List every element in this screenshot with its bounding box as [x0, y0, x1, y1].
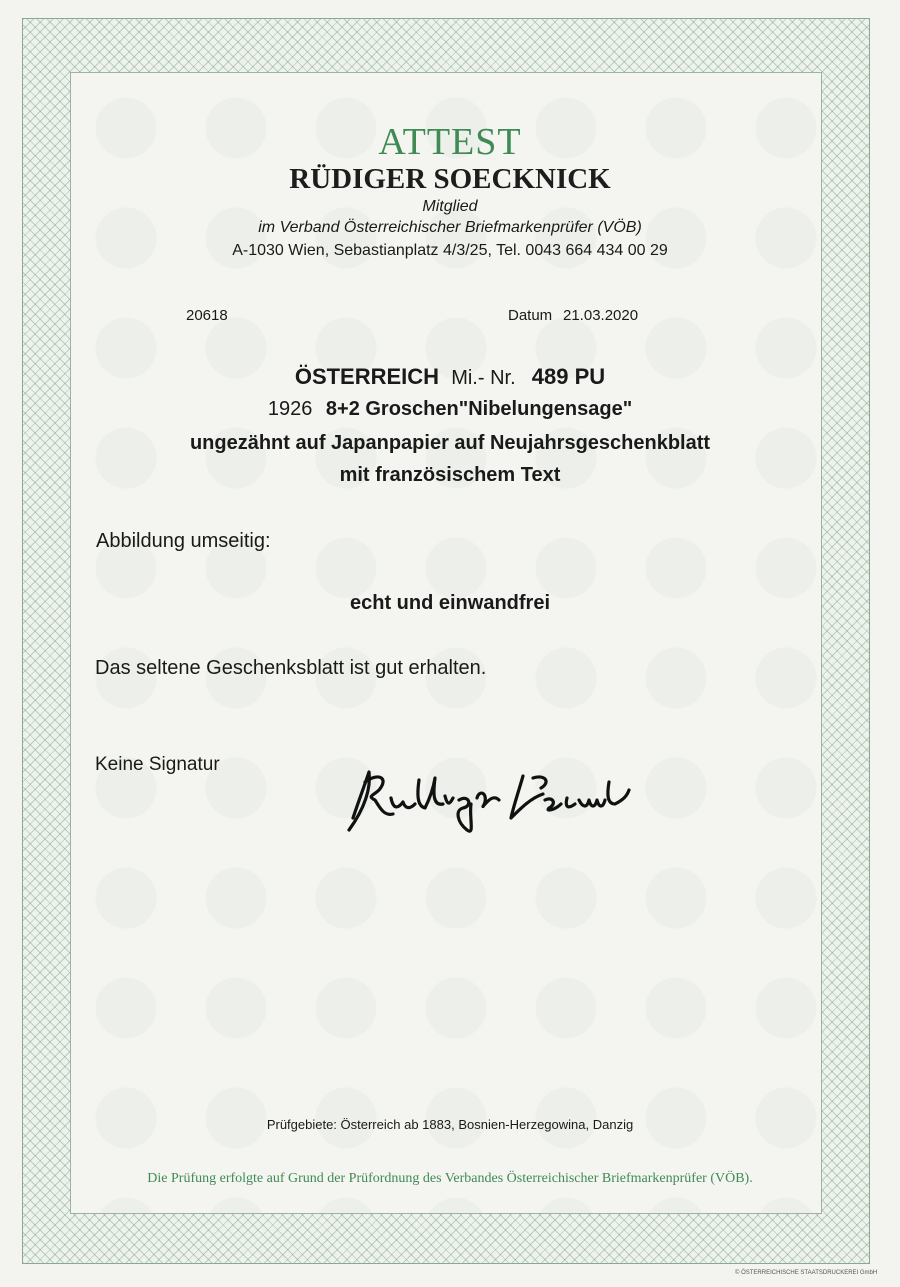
date-value: 21.03.2020 [563, 307, 639, 324]
stamp-country: ÖSTERREICH [294, 364, 440, 389]
stamp-description-line2: mit französischem Text [339, 464, 561, 486]
printer-imprint: © ÖSTERREICHISCHE STAATSDRUCKEREI GmbH [735, 1270, 878, 1276]
attest-title: ATTEST [378, 121, 522, 163]
certificate-number: 20618 [186, 307, 228, 324]
stamp-year: 1926 [267, 398, 313, 420]
handwritten-signature [335, 760, 635, 840]
illustration-note: Abbildung umseitig: [96, 530, 271, 552]
catalog-label: Mi.- Nr. [451, 367, 516, 389]
association-name: im Verband Österreichischer Briefmarkenprüfer (VÖB) [258, 219, 642, 236]
examination-statement: Die Prüfung erfolgte auf Grund der Prüfordnung des Verbandes Österreichischer Briefmarkenprüfer (VÖB). [147, 1171, 753, 1186]
examiner-address: A-1030 Wien, Sebastianplatz 4/3/25, Tel. 0043 664 434 00 29 [232, 242, 668, 259]
date-label: Datum [508, 307, 553, 324]
examination-fields: Prüfgebiete: Österreich ab 1883, Bosnien-Herzegowina, Danzig [266, 1117, 634, 1132]
stamp-denomination: 8+2 Groschen"Nibelungensage" [325, 398, 633, 420]
member-label: Mitglied [422, 198, 478, 215]
stamp-issue [0, 398, 900, 421]
condition-note: Das seltene Geschenksblatt ist gut erhalten. [95, 657, 487, 679]
catalog-number: 489 PU [531, 364, 606, 389]
stamp-description-line1: ungezähnt auf Japanpapier auf Neujahrsgeschenkblatt [189, 432, 711, 454]
examiner-name: RÜDIGER SOECKNICK [289, 163, 611, 195]
stamp-identification [0, 364, 900, 390]
verdict: echt und einwandfrei [349, 592, 551, 614]
signature-note: Keine Signatur [95, 754, 220, 775]
